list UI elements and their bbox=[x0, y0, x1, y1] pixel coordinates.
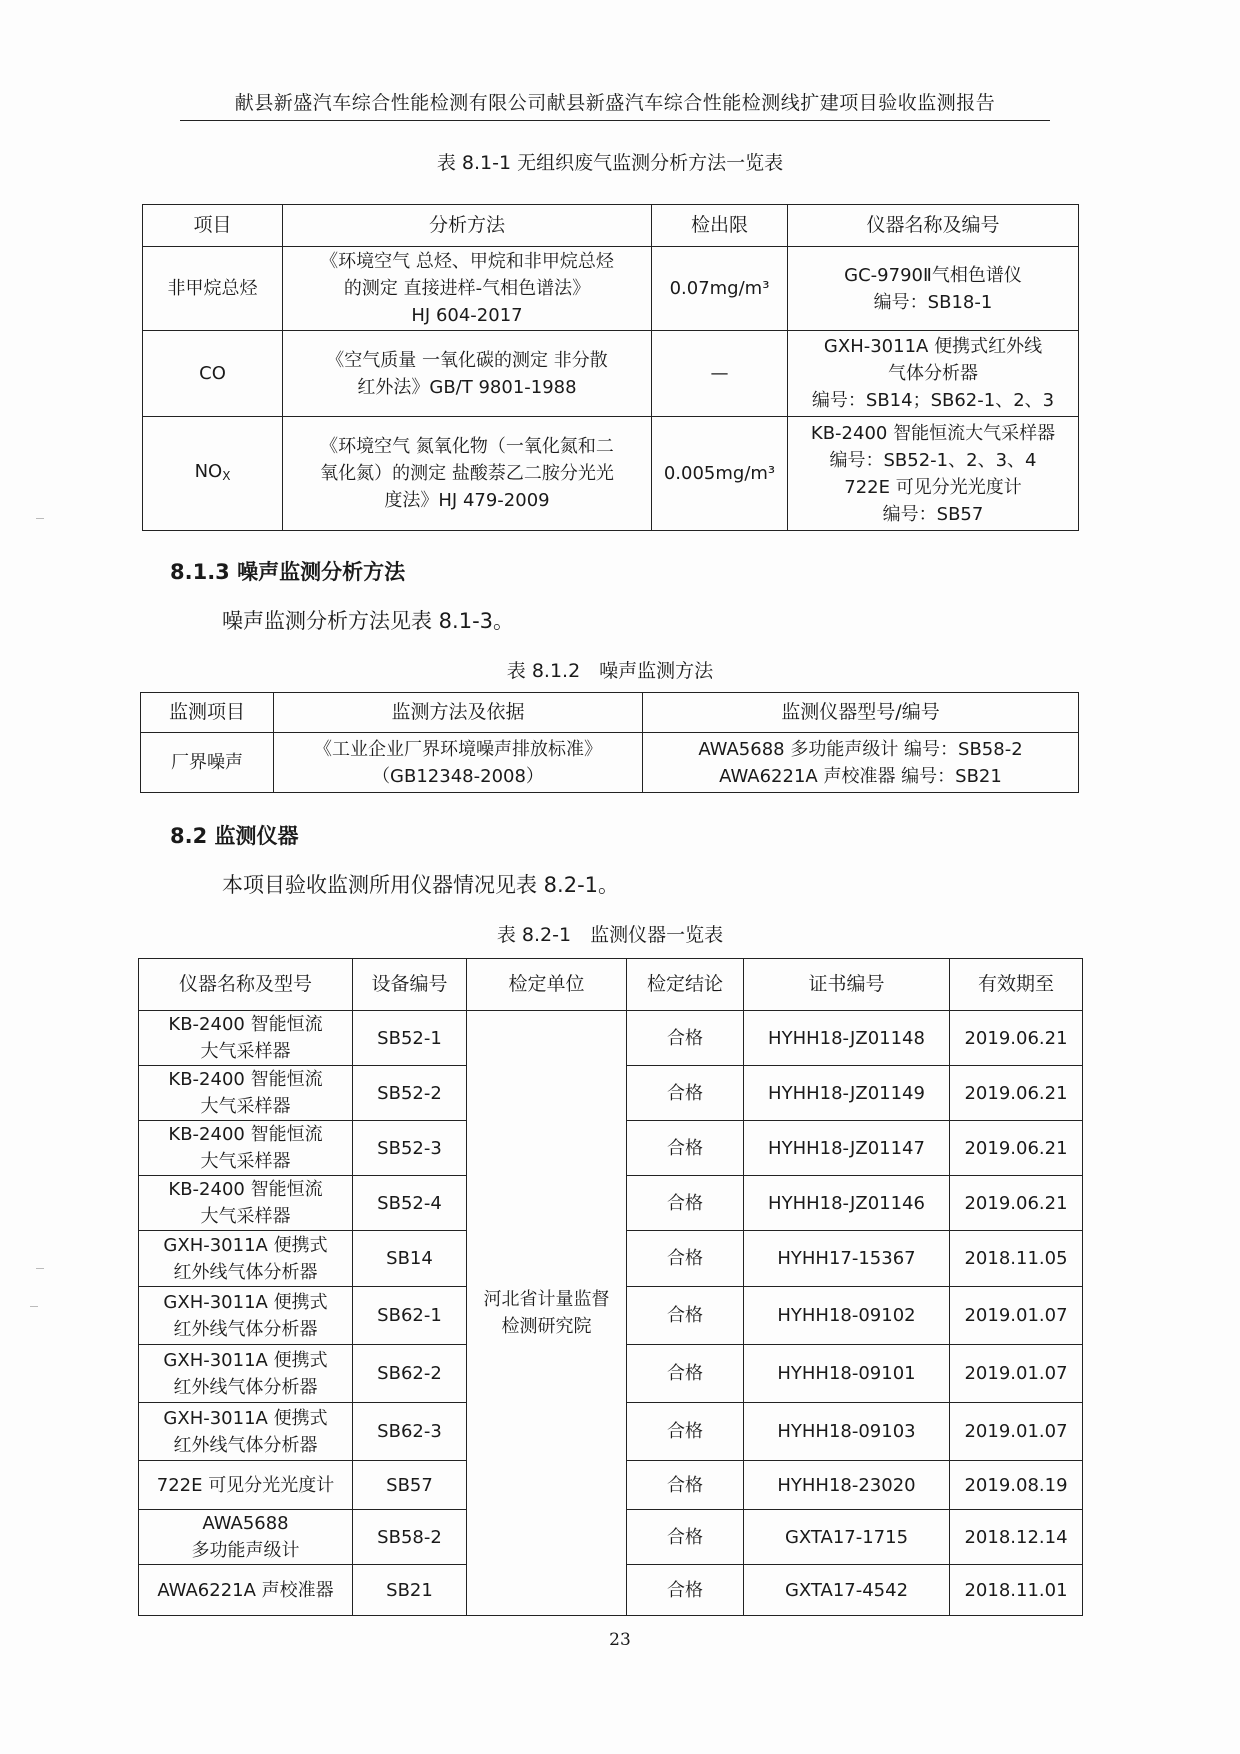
result-cell: 合格 bbox=[627, 1403, 744, 1461]
method-cell: 《工业企业厂界环境噪声排放标准》 （GB12348-2008） bbox=[274, 733, 643, 793]
table-812 bbox=[140, 692, 1079, 793]
header-cell: 监测仪器型号/编号 bbox=[643, 693, 1079, 733]
device-id-cell: SB62-3 bbox=[353, 1403, 467, 1461]
instrument-table-body bbox=[139, 1011, 1083, 1616]
device-id-cell: SB52-3 bbox=[353, 1121, 467, 1176]
valid-until-cell: 2019.01.07 bbox=[950, 1345, 1083, 1403]
certificate-cell: HYHH18-JZ01149 bbox=[744, 1066, 950, 1121]
table-821-header-row bbox=[139, 959, 1083, 1011]
result-cell: 合格 bbox=[627, 1565, 744, 1616]
valid-until-cell: 2019.01.07 bbox=[950, 1287, 1083, 1345]
certificate-cell: GXTA17-1715 bbox=[744, 1510, 950, 1565]
valid-until-cell: 2019.06.21 bbox=[950, 1121, 1083, 1176]
certificate-cell: HYHH18-JZ01148 bbox=[744, 1011, 950, 1066]
table-821-caption: 表 8.2-1 监测仪器一览表 bbox=[496, 924, 724, 946]
item-cell: CO bbox=[143, 331, 283, 417]
header-cell: 监测方法及依据 bbox=[274, 693, 643, 733]
instrument-name-cell: GXH-3011A 便携式 红外线气体分析器 bbox=[139, 1287, 353, 1345]
header-cell: 仪器名称及型号 bbox=[139, 959, 353, 1011]
table-811 bbox=[142, 204, 1079, 531]
header-cell: 检出限 bbox=[652, 205, 788, 247]
certificate-cell: HYHH18-09103 bbox=[744, 1403, 950, 1461]
limit-cell: 0.005mg/m³ bbox=[652, 417, 788, 531]
certificate-cell: HYHH17-15367 bbox=[744, 1231, 950, 1287]
instrument-name-cell: GXH-3011A 便携式 红外线气体分析器 bbox=[139, 1231, 353, 1287]
certificate-cell: HYHH18-09101 bbox=[744, 1345, 950, 1403]
result-cell: 合格 bbox=[627, 1510, 744, 1565]
device-id-cell: SB21 bbox=[353, 1565, 467, 1616]
header-cell: 设备编号 bbox=[353, 959, 467, 1011]
certificate-cell: HYHH18-JZ01147 bbox=[744, 1121, 950, 1176]
valid-until-cell: 2019.06.21 bbox=[950, 1066, 1083, 1121]
header-cell: 检定单位 bbox=[467, 959, 627, 1011]
table-row bbox=[141, 733, 1079, 793]
section-813-text: 噪声监测分析方法见表 8.1-3。 bbox=[222, 609, 515, 633]
table-811-header-row bbox=[143, 205, 1079, 247]
item-cell: NOX bbox=[143, 417, 283, 531]
result-cell: 合格 bbox=[627, 1066, 744, 1121]
valid-until-cell: 2019.06.21 bbox=[950, 1011, 1083, 1066]
method-cell: 《环境空气 氮氧化物（一氧化氮和二 氧化氮）的测定 盐酸萘乙二胺分光光 度法》HJ 479-2009 bbox=[283, 417, 652, 531]
header-cell: 证书编号 bbox=[744, 959, 950, 1011]
device-id-cell: SB58-2 bbox=[353, 1510, 467, 1565]
certificate-cell: HYHH18-09102 bbox=[744, 1287, 950, 1345]
instrument-cell: GC-9790Ⅱ气相色谱仪 编号：SB18-1 bbox=[788, 247, 1079, 331]
instrument-cell: GXH-3011A 便携式红外线 气体分析器 编号：SB14；SB62-1、2、3 bbox=[788, 331, 1079, 417]
scan-mark bbox=[36, 1268, 44, 1269]
instrument-name-cell: GXH-3011A 便携式 红外线气体分析器 bbox=[139, 1345, 353, 1403]
certificate-cell: HYHH18-JZ01146 bbox=[744, 1176, 950, 1231]
device-id-cell: SB52-2 bbox=[353, 1066, 467, 1121]
instrument-cell: KB-2400 智能恒流大气采样器 编号：SB52-1、2、3、4 722E 可见分光光度计 编号：SB57 bbox=[788, 417, 1079, 531]
header-cell: 监测项目 bbox=[141, 693, 274, 733]
table-811-caption: 表 8.1-1 无组织废气监测分析方法一览表 bbox=[436, 152, 784, 174]
table-821 bbox=[138, 958, 1083, 1616]
instrument-name-cell: GXH-3011A 便携式 红外线气体分析器 bbox=[139, 1403, 353, 1461]
header-cell: 项目 bbox=[143, 205, 283, 247]
result-cell: 合格 bbox=[627, 1011, 744, 1066]
instrument-name-cell: KB-2400 智能恒流 大气采样器 bbox=[139, 1066, 353, 1121]
instrument-name-cell: KB-2400 智能恒流 大气采样器 bbox=[139, 1176, 353, 1231]
instrument-name-cell: 722E 可见分光光度计 bbox=[139, 1461, 353, 1510]
device-id-cell: SB57 bbox=[353, 1461, 467, 1510]
table-row bbox=[139, 1011, 1083, 1066]
valid-until-cell: 2019.08.19 bbox=[950, 1461, 1083, 1510]
device-id-cell: SB14 bbox=[353, 1231, 467, 1287]
scan-mark bbox=[36, 518, 44, 519]
certificate-cell: HYHH18-23020 bbox=[744, 1461, 950, 1510]
instrument-cell: AWA5688 多功能声级计 编号：SB58-2 AWA6221A 声校准器 编号：SB21 bbox=[643, 733, 1079, 793]
method-cell: 《环境空气 总烃、甲烷和非甲烷总烃 的测定 直接进样-气相色谱法》 HJ 604-2017 bbox=[283, 247, 652, 331]
table-812-header-row bbox=[141, 693, 1079, 733]
valid-until-cell: 2019.01.07 bbox=[950, 1403, 1083, 1461]
instrument-name-cell: AWA5688 多功能声级计 bbox=[139, 1510, 353, 1565]
result-cell: 合格 bbox=[627, 1176, 744, 1231]
section-82-text: 本项目验收监测所用仪器情况见表 8.2-1。 bbox=[222, 873, 620, 897]
header-cell: 仪器名称及编号 bbox=[788, 205, 1079, 247]
result-cell: 合格 bbox=[627, 1231, 744, 1287]
limit-cell: 0.07mg/m³ bbox=[652, 247, 788, 331]
instrument-name-cell: AWA6221A 声校准器 bbox=[139, 1565, 353, 1616]
result-cell: 合格 bbox=[627, 1345, 744, 1403]
result-cell: 合格 bbox=[627, 1461, 744, 1510]
section-82-title: 8.2 监测仪器 bbox=[170, 824, 299, 848]
valid-until-cell: 2018.11.05 bbox=[950, 1231, 1083, 1287]
calibration-unit-cell: 河北省计量监督 检测研究院 bbox=[467, 1011, 627, 1616]
method-cell: 《空气质量 一氧化碳的测定 非分散 红外法》GB/T 9801-1988 bbox=[283, 331, 652, 417]
report-header: 献县新盛汽车综合性能检测有限公司献县新盛汽车综合性能检测线扩建项目验收监测报告 bbox=[234, 92, 996, 114]
limit-cell: — bbox=[652, 331, 788, 417]
table-row bbox=[143, 247, 1079, 331]
device-id-cell: SB52-1 bbox=[353, 1011, 467, 1066]
header-cell: 分析方法 bbox=[283, 205, 652, 247]
page-number: 23 bbox=[609, 1630, 631, 1650]
header-rule bbox=[180, 120, 1050, 121]
header-cell: 有效期至 bbox=[950, 959, 1083, 1011]
valid-until-cell: 2018.11.01 bbox=[950, 1565, 1083, 1616]
valid-until-cell: 2019.06.21 bbox=[950, 1176, 1083, 1231]
device-id-cell: SB62-2 bbox=[353, 1345, 467, 1403]
result-cell: 合格 bbox=[627, 1287, 744, 1345]
result-cell: 合格 bbox=[627, 1121, 744, 1176]
device-id-cell: SB62-1 bbox=[353, 1287, 467, 1345]
valid-until-cell: 2018.12.14 bbox=[950, 1510, 1083, 1565]
table-row bbox=[143, 331, 1079, 417]
item-cell: 厂界噪声 bbox=[141, 733, 274, 793]
table-812-caption: 表 8.1.2 噪声监测方法 bbox=[506, 660, 714, 682]
device-id-cell: SB52-4 bbox=[353, 1176, 467, 1231]
certificate-cell: GXTA17-4542 bbox=[744, 1565, 950, 1616]
section-813-title: 8.1.3 噪声监测分析方法 bbox=[170, 560, 406, 584]
instrument-name-cell: KB-2400 智能恒流 大气采样器 bbox=[139, 1011, 353, 1066]
instrument-name-cell: KB-2400 智能恒流 大气采样器 bbox=[139, 1121, 353, 1176]
header-cell: 检定结论 bbox=[627, 959, 744, 1011]
scan-mark bbox=[30, 1306, 38, 1307]
table-row bbox=[143, 417, 1079, 531]
item-cell: 非甲烷总烃 bbox=[143, 247, 283, 331]
